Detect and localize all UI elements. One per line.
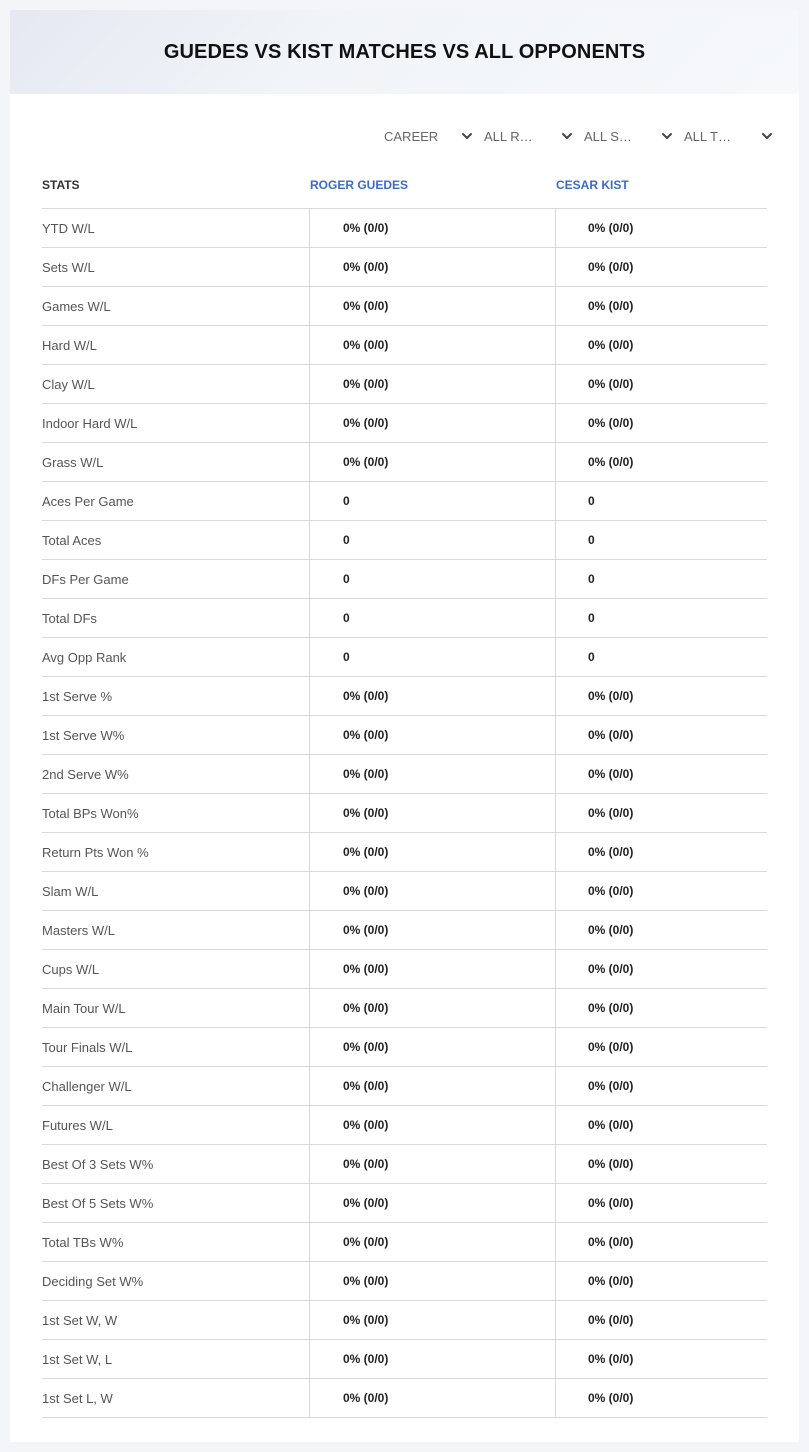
stat-label: Return Pts Won % bbox=[42, 833, 310, 871]
table-row bbox=[42, 1028, 767, 1067]
page-title: GUEDES VS KIST MATCHES VS ALL OPPONENTS bbox=[163, 40, 646, 63]
player2-value: 0% (0/0) bbox=[588, 767, 634, 781]
table-row bbox=[42, 677, 767, 716]
chevron-down-icon bbox=[660, 129, 674, 143]
player2-value: 0% (0/0) bbox=[588, 299, 634, 313]
stat-label: Indoor Hard W/L bbox=[42, 404, 310, 442]
table-row bbox=[42, 755, 767, 794]
table-row bbox=[42, 872, 767, 911]
stat-label: Hard W/L bbox=[42, 326, 310, 364]
table-row bbox=[42, 365, 767, 404]
player2-value: 0% (0/0) bbox=[588, 1274, 634, 1288]
player1-value: 0% (0/0) bbox=[310, 872, 556, 910]
table-row bbox=[42, 599, 767, 638]
player2-value: 0% (0/0) bbox=[588, 1079, 634, 1093]
stat-label: YTD W/L bbox=[42, 209, 310, 247]
player1-value: 0% (0/0) bbox=[310, 716, 556, 754]
table-row bbox=[42, 1301, 767, 1340]
table-row bbox=[42, 1145, 767, 1184]
stat-label: Avg Opp Rank bbox=[42, 638, 310, 676]
table-row bbox=[42, 1067, 767, 1106]
player1-value: 0% (0/0) bbox=[310, 1145, 556, 1183]
player2-value: 0% (0/0) bbox=[588, 884, 634, 898]
player2-value: 0% (0/0) bbox=[588, 1235, 634, 1249]
table-row bbox=[42, 560, 767, 599]
player2-value: 0 bbox=[588, 611, 595, 625]
stat-label: 1st Serve % bbox=[42, 677, 310, 715]
table-row bbox=[42, 287, 767, 326]
player1-value: 0% (0/0) bbox=[310, 833, 556, 871]
player1-value: 0 bbox=[310, 521, 556, 559]
stat-label: Games W/L bbox=[42, 287, 310, 325]
player1-value: 0% (0/0) bbox=[310, 443, 556, 481]
player1-value: 0% (0/0) bbox=[310, 1184, 556, 1222]
table-row bbox=[42, 404, 767, 443]
player1-value: 0% (0/0) bbox=[310, 950, 556, 988]
filter-surface-select[interactable] bbox=[582, 126, 682, 146]
stat-label: Best Of 3 Sets W% bbox=[42, 1145, 310, 1183]
player2-value: 0% (0/0) bbox=[588, 1313, 634, 1327]
table-row bbox=[42, 521, 767, 560]
player1-value: 0% (0/0) bbox=[310, 1379, 556, 1417]
player1-value: 0% (0/0) bbox=[310, 794, 556, 832]
player2-value: 0% (0/0) bbox=[588, 806, 634, 820]
player2-value: 0% (0/0) bbox=[588, 1352, 634, 1366]
table-header bbox=[42, 162, 767, 209]
stat-label: 1st Serve W% bbox=[42, 716, 310, 754]
table-row bbox=[42, 911, 767, 950]
player2-value: 0% (0/0) bbox=[588, 377, 634, 391]
stat-label: Clay W/L bbox=[42, 365, 310, 403]
table-row bbox=[42, 1379, 767, 1418]
stat-label: Grass W/L bbox=[42, 443, 310, 481]
player1-value: 0% (0/0) bbox=[310, 677, 556, 715]
player1-value: 0 bbox=[310, 599, 556, 637]
stat-label: 1st Set W, L bbox=[42, 1340, 310, 1378]
stat-label: Aces Per Game bbox=[42, 482, 310, 520]
stat-label: 1st Set W, W bbox=[42, 1301, 310, 1339]
filter-round-select[interactable] bbox=[482, 126, 582, 146]
table-row bbox=[42, 1223, 767, 1262]
player1-value: 0% (0/0) bbox=[310, 1262, 556, 1300]
filter-tournament-value: ALL T… bbox=[684, 128, 731, 144]
table-row bbox=[42, 248, 767, 287]
table-row bbox=[42, 716, 767, 755]
stats-card bbox=[10, 10, 799, 1442]
stats-column-header: STATS bbox=[42, 178, 80, 192]
player1-value: 0% (0/0) bbox=[310, 365, 556, 403]
table-row bbox=[42, 989, 767, 1028]
player1-value: 0% (0/0) bbox=[310, 1028, 556, 1066]
stat-label: Futures W/L bbox=[42, 1106, 310, 1144]
player2-value: 0% (0/0) bbox=[588, 845, 634, 859]
player1-value: 0% (0/0) bbox=[310, 1106, 556, 1144]
table-row bbox=[42, 1106, 767, 1145]
stat-label: Sets W/L bbox=[42, 248, 310, 286]
stat-label: Total TBs W% bbox=[42, 1223, 310, 1261]
player2-value: 0% (0/0) bbox=[588, 416, 634, 430]
table-row bbox=[42, 794, 767, 833]
player2-value: 0% (0/0) bbox=[588, 1040, 634, 1054]
filter-period-select[interactable] bbox=[382, 126, 482, 146]
chevron-down-icon bbox=[760, 129, 774, 143]
table-row bbox=[42, 1340, 767, 1379]
player2-value: 0% (0/0) bbox=[588, 1196, 634, 1210]
player1-value: 0% (0/0) bbox=[310, 287, 556, 325]
player1-value: 0% (0/0) bbox=[310, 1067, 556, 1105]
stat-label: Main Tour W/L bbox=[42, 989, 310, 1027]
chevron-down-icon bbox=[460, 129, 474, 143]
stat-label: Masters W/L bbox=[42, 911, 310, 949]
player2-value: 0% (0/0) bbox=[588, 221, 634, 235]
filter-round-value: ALL R… bbox=[484, 128, 533, 144]
player2-value: 0 bbox=[588, 572, 595, 586]
stat-label: Slam W/L bbox=[42, 872, 310, 910]
player1-value: 0% (0/0) bbox=[310, 1301, 556, 1339]
player1-value: 0% (0/0) bbox=[310, 209, 556, 247]
player2-value: 0 bbox=[588, 533, 595, 547]
player1-value: 0% (0/0) bbox=[310, 1223, 556, 1261]
stat-label: Best Of 5 Sets W% bbox=[42, 1184, 310, 1222]
player1-value: 0 bbox=[310, 482, 556, 520]
stat-label: DFs Per Game bbox=[42, 560, 310, 598]
stat-label: Total DFs bbox=[42, 599, 310, 637]
stat-label: Deciding Set W% bbox=[42, 1262, 310, 1300]
player2-value: 0% (0/0) bbox=[588, 338, 634, 352]
player2-value: 0% (0/0) bbox=[588, 689, 634, 703]
player1-value: 0 bbox=[310, 638, 556, 676]
player2-link[interactable]: CESAR KIST bbox=[556, 178, 629, 192]
filter-surface-value: ALL S… bbox=[584, 128, 632, 144]
table-row bbox=[42, 833, 767, 872]
table-row bbox=[42, 443, 767, 482]
stat-label: Challenger W/L bbox=[42, 1067, 310, 1105]
stat-label: Total BPs Won% bbox=[42, 794, 310, 832]
player2-value: 0% (0/0) bbox=[588, 260, 634, 274]
player2-value: 0% (0/0) bbox=[588, 923, 634, 937]
player1-link[interactable]: ROGER GUEDES bbox=[310, 178, 409, 192]
stat-label: 2nd Serve W% bbox=[42, 755, 310, 793]
player1-value: 0% (0/0) bbox=[310, 989, 556, 1027]
table-row bbox=[42, 638, 767, 677]
player2-value: 0% (0/0) bbox=[588, 455, 634, 469]
player2-value: 0% (0/0) bbox=[588, 1118, 634, 1132]
table-row bbox=[42, 950, 767, 989]
player1-value: 0% (0/0) bbox=[310, 404, 556, 442]
chevron-down-icon bbox=[560, 129, 574, 143]
player2-value: 0% (0/0) bbox=[588, 1001, 634, 1015]
player2-value: 0% (0/0) bbox=[588, 1391, 634, 1405]
stat-label: 1st Set L, W bbox=[42, 1379, 310, 1417]
table-body bbox=[42, 209, 767, 1418]
stat-label: Total Aces bbox=[42, 521, 310, 559]
player1-value: 0 bbox=[310, 560, 556, 598]
player1-value: 0% (0/0) bbox=[310, 1340, 556, 1378]
player2-value: 0% (0/0) bbox=[588, 962, 634, 976]
filter-bar bbox=[382, 126, 782, 146]
table-row bbox=[42, 1184, 767, 1223]
stat-label: Cups W/L bbox=[42, 950, 310, 988]
filter-period-value: CAREER bbox=[384, 128, 439, 144]
player1-value: 0% (0/0) bbox=[310, 326, 556, 364]
table-row bbox=[42, 1262, 767, 1301]
stat-label: Tour Finals W/L bbox=[42, 1028, 310, 1066]
player2-value: 0 bbox=[588, 494, 595, 508]
player2-value: 0 bbox=[588, 650, 595, 664]
table-row bbox=[42, 209, 767, 248]
page-header bbox=[10, 10, 799, 94]
filter-tournament-select[interactable] bbox=[682, 126, 782, 146]
player1-value: 0% (0/0) bbox=[310, 248, 556, 286]
player1-value: 0% (0/0) bbox=[310, 911, 556, 949]
player1-value: 0% (0/0) bbox=[310, 755, 556, 793]
table-row bbox=[42, 482, 767, 521]
stats-table bbox=[42, 162, 767, 1418]
player2-value: 0% (0/0) bbox=[588, 728, 634, 742]
table-row bbox=[42, 326, 767, 365]
player2-value: 0% (0/0) bbox=[588, 1157, 634, 1171]
